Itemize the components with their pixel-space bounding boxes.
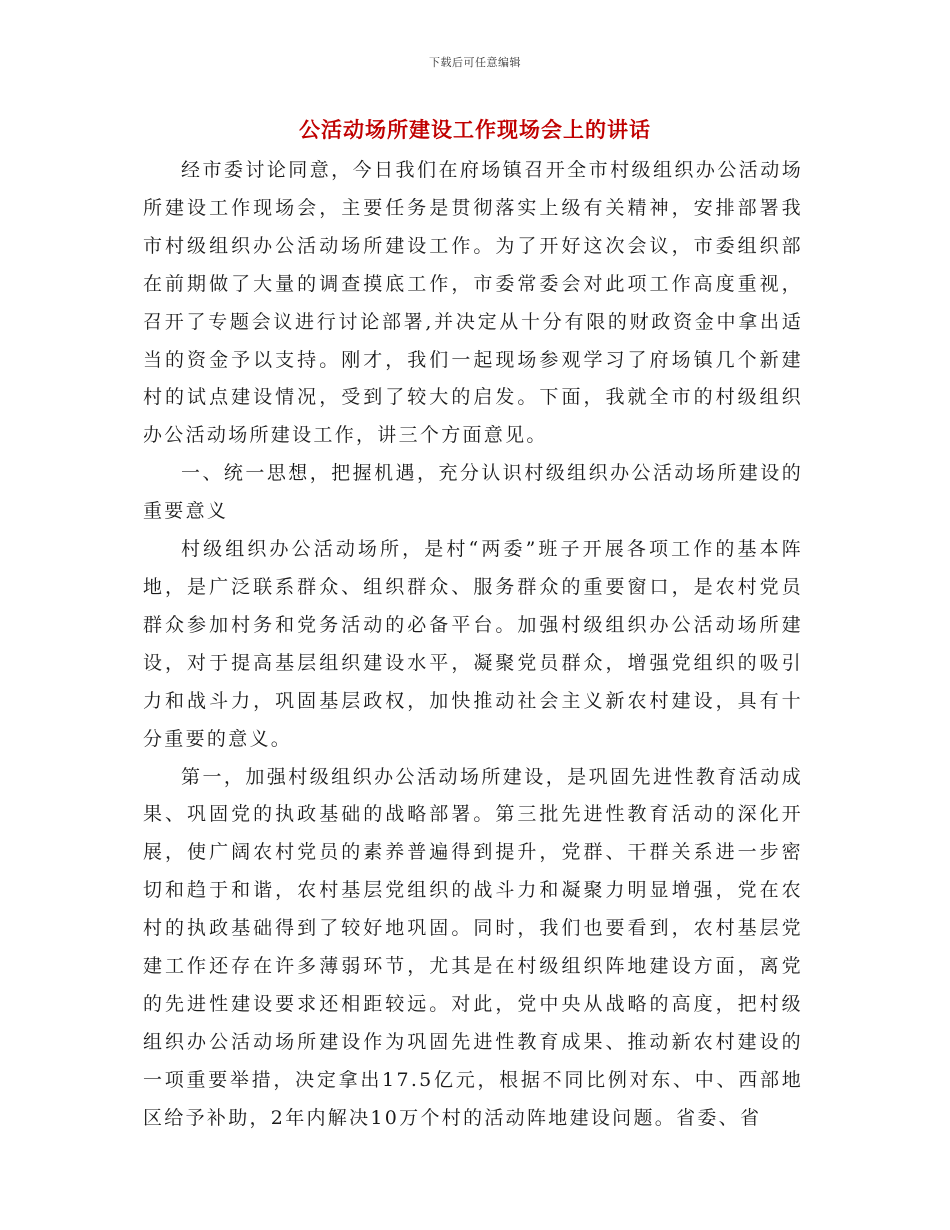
page-header-note: 下载后可任意编辑 [429, 56, 521, 69]
document-body [143, 152, 803, 1138]
body-paragraph-significance: 村级组织办公活动场所，是村“两委”班子开展各项工作的基本阵地，是广泛联系群众、组织群众、服务群众的重要窗口，是农村党员群众参加村务和党务活动的必备平台。加强村级组织办公活动场所建设，对于提高基层组织建设水平，凝聚党员群众，增强党组织的吸引力和战斗力，巩固基层政权，加快推动社会主义新农村建设，具有十分重要的意义。 [143, 538, 803, 750]
body-paragraph-first-point: 第一，加强村级组织办公活动场所建设，是巩固先进性教育活动成果、巩固党的执政基础的战略部署。第三批先进性教育活动的深化开展，使广阔农村党员的素养普遍得到提升，党群、干群关系进一步密切和趋于和谐，农村基层党组织的战斗力和凝聚力明显增强，党在农村的执政基础得到了较好地巩固。同时，我们也要看到，农村基层党建工作还存在许多薄弱环节，尤其是在村级组织阵地建设方面，离党的先进性建设要求还相距较远。对此，党中央从战略的高度，把村级组织办公活动场所建设作为巩固先进性教育成果、推动新农村建设的一项重要举措，决定拿出17.5亿元，根据不同比例对东、中、西部地区给予补助，2年内解决10万个村的活动阵地建设问题。省委、省 [143, 765, 803, 1129]
body-paragraph-intro: 经市委讨论同意，今日我们在府场镇召开全市村级组织办公活动场所建设工作现场会，主要任务是贯彻落实上级有关精神，安排部署我市村级组织办公活动场所建设工作。为了开好这次会议，市委组织部在前期做了大量的调查摸底工作，市委常委会对此项工作高度重视，召开了专题会议进行讨论部署,并决定从十分有限的财政资金中拿出适当的资金予以支持。刚才，我们一起现场参观学习了府场镇几个新建村的试点建设情况，受到了较大的启发。下面，我就全市的村级组织办公活动场所建设工作，讲三个方面意见。 [143, 159, 803, 447]
section-heading-one: 一、统一思想，把握机遇，充分认识村级组织办公活动场所建设的重要意义 [143, 462, 803, 523]
document-title: 公活动场所建设工作现场会上的讲话 [299, 117, 651, 142]
